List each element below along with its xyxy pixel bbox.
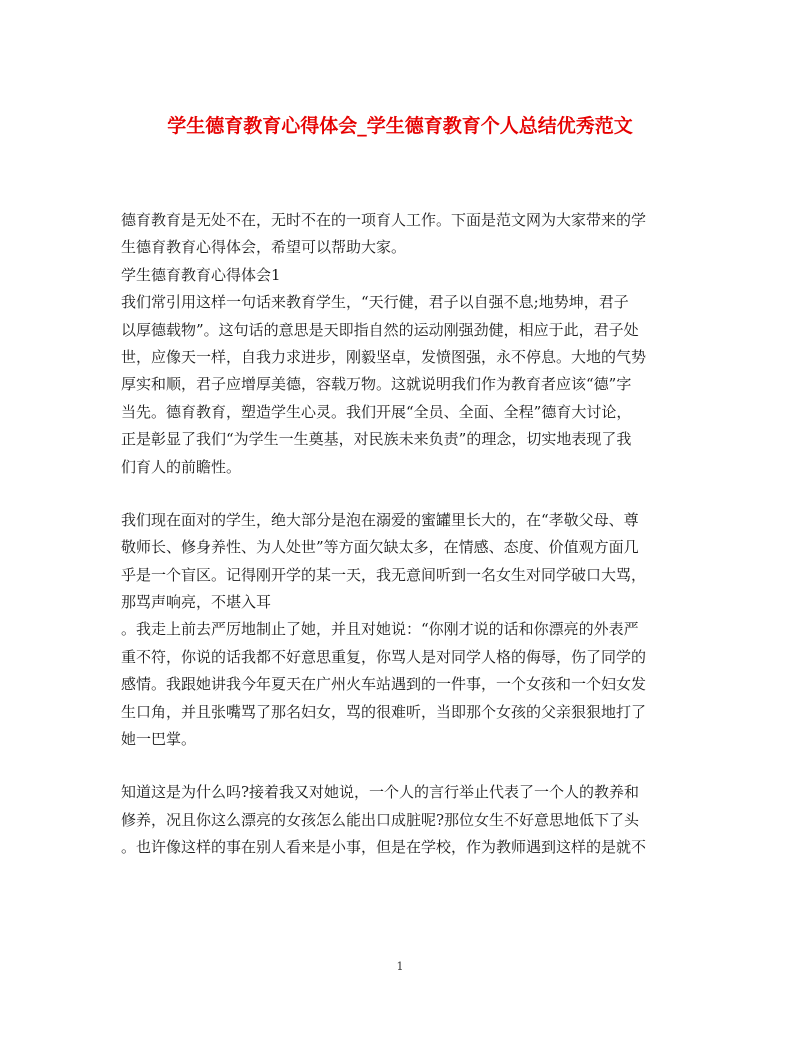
page-number: 1: [396, 960, 404, 973]
text-line: 生口角，并且张嘴骂了那名妇女，骂的很难听，当即那个女孩的父亲狠狠地打了: [121, 702, 647, 721]
text-line: 我们现在面对的学生，绝大部分是泡在溺爱的蜜罐里长大的，在“孝敬父母、尊: [121, 510, 639, 529]
document-body: [121, 207, 679, 862]
text-line: 我们常引用这样一句话来教育学生，“天行健，君子以自强不息;地势坤，君子: [121, 293, 629, 312]
text-line: 。我走上前去严厉地制止了她，并且对她说：“你刚才说的话和你漂亮的外表严: [121, 620, 639, 639]
text-line: 生德育教育心得体会，希望可以帮助大家。: [121, 238, 407, 257]
text-line: 那骂声响亮，不堪入耳: [121, 593, 272, 612]
text-line: 德育教育是无处不在，无时不在的一项育人工作。下面是范文网为大家带来的学: [121, 211, 647, 229]
text-line: 当先。德育教育，塑造学生心灵。我们开展“全员、全面、全程”德育大讨论，: [121, 402, 632, 421]
text-line: 知道这是为什么吗?接着我又对她说，一个人的言行举止代表了一个人的教养和: [121, 783, 640, 802]
text-line: 感情。我跟她讲我今年夏天在广州火车站遇到的一件事，一个女孩和一个妇女发: [121, 675, 647, 694]
text-line: 乎是一个盲区。记得刚开学的某一天，我无意间听到一名女生对同学破口大骂，: [121, 565, 647, 584]
text-line: 重不符，你说的话我都不好意思重复，你骂人是对同学人格的侮辱，伤了同学的: [121, 647, 647, 666]
paragraph-gap: [121, 753, 679, 779]
paragraph-gap: [121, 481, 679, 507]
text-line: 厚实和顺，君子应增厚美德，容载万物。这就说明我们作为教育者应该“德”字: [121, 375, 632, 394]
document-title: 学生德育教育心得体会_学生德育教育个人总结优秀范文: [167, 115, 633, 137]
text-line: 世，应像天一样，自我力求进步，刚毅坚卓，发愤图强，永不停息。大地的气势: [121, 347, 647, 366]
text-line: 。也许像这样的事在别人看来是小事，但是在学校，作为教师遇到这样的是就不: [121, 838, 647, 857]
text-line: 以厚德载物”。这句话的意思是天即指自然的运动刚强劲健，相应于此，君子处: [121, 320, 639, 339]
text-line: 她一巴掌。: [121, 730, 197, 749]
text-line: 修养，况且你这么漂亮的女孩怎么能出口成脏呢?那位女生不好意思地低下了头: [121, 810, 640, 829]
text-line: 敬师长、修身养性、为人处世”等方面欠缺太多，在情感、态度、价值观方面几: [121, 538, 639, 557]
section-heading: 学生德育教育心得体会1: [121, 265, 281, 284]
text-line: 们育人的前瞻性。: [121, 457, 242, 476]
text-line: 正是彰显了我们“为学生一生奠基，对民族未来负责”的理念，切实地表现了我: [121, 430, 632, 449]
